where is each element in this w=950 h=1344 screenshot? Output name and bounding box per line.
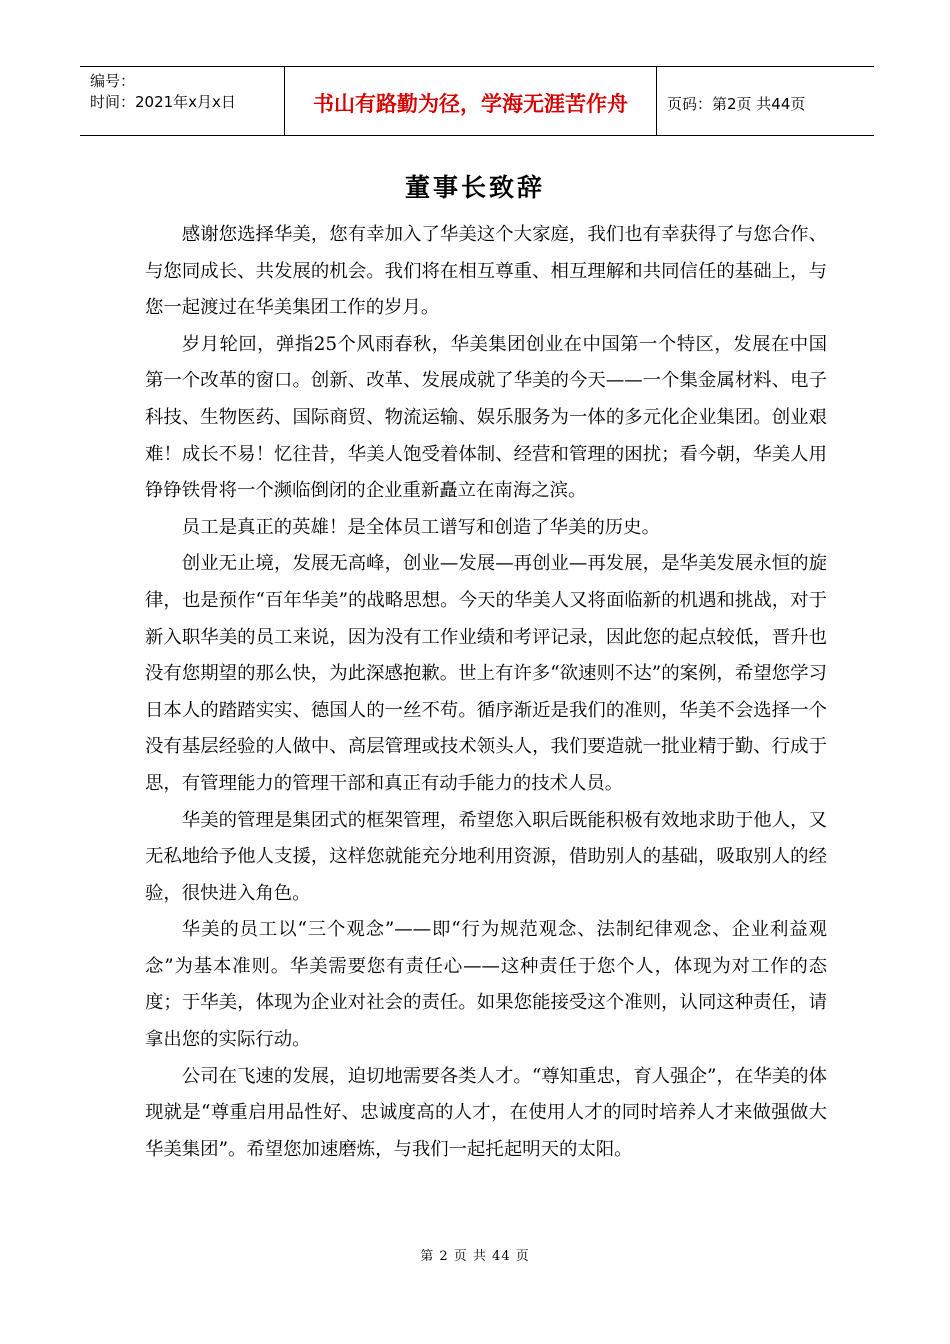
paragraph: 华美的员工以“三个观念”——即“行为规范观念、法制纪律观念、企业利益观念”为基本准则。华美需要您有责任心——这种责任于您个人，体现为对工作的态度；于华美，体现为企业对社会的责任。如果您能接受这个准则，认同这种责任，请拿出您的实际行动。 (145, 919, 827, 1051)
paragraph: 创业无止境，发展无高峰，创业—发展—再创业—再发展，是华美发展永恒的旋律，也是预作“百年华美”的战略思想。今天的华美人又将面临新的机遇和挑战，对于新入职华美的员工来说，因为没有工作业绩和考评记录，因此您的起点较低，晋升也没有您期望的那么快，为此深感抱歉。世上有许多“欲速则不达”的案例，希望您学习日本人的踏踏实实、德国人的一丝不苟。循序渐近是我们的准则，华美不会选择一个没有基层经验的人做中、高层管理或技术领头人，我们要造就一批业精于勤、行成于思，有管理能力的管理干部和真正有动手能力的技术人员。 (145, 553, 827, 794)
header-page-info: 页码：第2页 共44页 (667, 94, 806, 113)
number-label: 编号： (90, 72, 136, 90)
header-motto: 书山有路勤为径，学海无涯苦作舟 (285, 67, 657, 135)
document-body (145, 217, 827, 1168)
page-footer: 第 2 页 共 44 页 (420, 1249, 530, 1264)
paragraph: 岁月轮回，弹指25个风雨春秋，华美集团创业在中国第一个特区，发展在中国第一个改革的窗口。创新、改革、发展成就了华美的今天——一个集金属材料、电子科技、生物医药、国际商贸、物流运输、娱乐服务为一体的多元化企业集团。创业艰难！成长不易！忆往昔，华美人饱受着体制、经营和管理的困扰；看今朝，华美人用铮铮铁骨将一个濒临倒闭的企业重新矗立在南海之滨。 (145, 333, 827, 502)
paragraph: 公司在飞速的发展，迫切地需要各类人才。“尊知重忠，育人强企”，在华美的体现就是“尊重启用品性好、忠诚度高的人才，在使用人才的同时培养人才来做强做大华美集团”。希望您加速磨炼，与我们一起托起明天的太阳。 (145, 1065, 827, 1160)
header-meta (80, 67, 285, 135)
document-header (80, 66, 874, 136)
paragraph: 华美的管理是集团式的框架管理，希望您入职后既能积极有效地求助于他人，又无私地给予他人支援，这样您就能充分地利用资源，借助别人的基础，吸取别人的经验，很快进入角色。 (145, 809, 827, 904)
document-title: 董事长致辞 (404, 173, 545, 202)
paragraph: 员工是真正的英雄！是全体员工谱写和创造了华美的历史。 (181, 516, 660, 538)
time-label: 时间：2021年x月x日 (90, 93, 236, 111)
paragraph: 感谢您选择华美，您有幸加入了华美这个大家庭，我们也有幸获得了与您合作、与您同成长、共发展的机会。我们将在相互尊重、相互理解和共同信任的基础上，与您一起渡过在华美集团工作的岁月。 (145, 224, 827, 319)
